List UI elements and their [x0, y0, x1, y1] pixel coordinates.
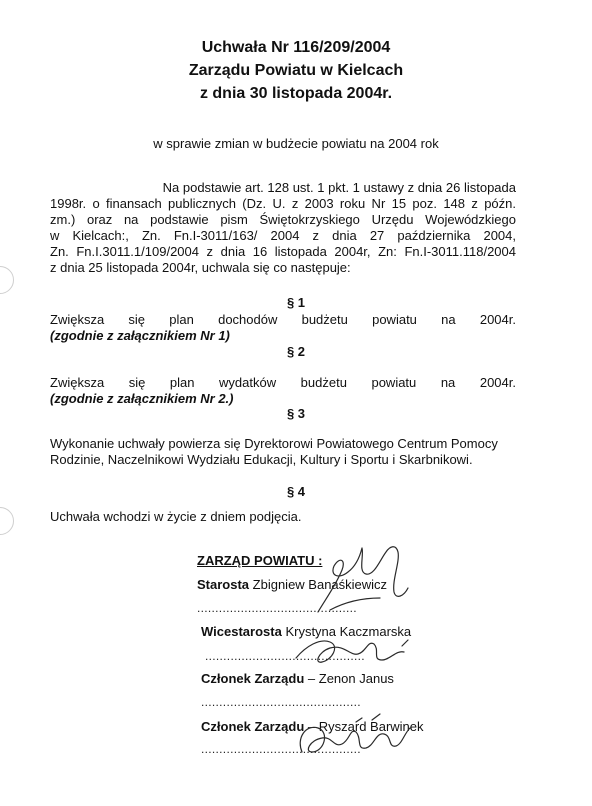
resolution-number: Uchwała Nr 116/209/2004 — [201, 39, 391, 56]
resolution-date: z dnia 30 listopada 2004r. — [199, 85, 393, 102]
preamble-line: Na podstawie art. 128 ust. 1 pkt. 1 ustawy z dnia 26 listopada — [162, 180, 516, 195]
signature-line: ............................................ — [201, 695, 361, 709]
section-text: Zwiększa się plan wydatków budżetu powiatu na 2004r. — [50, 375, 516, 390]
section-text: Zwiększa się plan dochodów budżetu powiatu na 2004r. — [50, 312, 516, 327]
preamble-line: 1998r. o finansach publicznych (Dz. U. z 2003 roku Nr 15 poz. 148 z późn. — [50, 196, 516, 211]
signature-line: ............................................ — [197, 601, 357, 615]
signatory-name: – Ryszard Barwinek — [307, 719, 424, 734]
signatory-name: – Zenon Janus — [307, 671, 394, 686]
punch-hole — [0, 266, 14, 294]
signatory-role: Starosta — [197, 577, 250, 592]
board-heading: ZARZĄD POWIATU : — [197, 553, 323, 568]
signature-line: ............................................ — [205, 649, 365, 663]
section-text: Rodzinie, Naczelnikowi Wydziału Edukacji, Kultury i Sportu i Skarbnikowi. — [50, 452, 473, 467]
section-text: Wykonanie uchwały powierza się Dyrektorowi Powiatowego Centrum Pomocy — [50, 436, 498, 451]
resolution-subject: w sprawie zmian w budżecie powiatu na 2004 rok — [153, 136, 439, 151]
preamble-line: zm.) oraz na podstawie pism Świętokrzyskiego Urzędu Wojewódzkiego — [50, 212, 516, 227]
signatory-role: Wicestarosta — [201, 624, 282, 639]
signatory-role: Członek Zarządu — [201, 719, 305, 734]
preamble-line: z dnia 25 listopada 2004r, uchwala się co następuje: — [50, 260, 351, 275]
section-mark: § 3 — [286, 406, 306, 421]
signatory-role: Członek Zarządu — [201, 671, 305, 686]
preamble-line: w Kielcach:, Zn. Fn.I-3011/163/ 2004 z dnia 27 października 2004, — [50, 228, 516, 243]
section-note: (zgodnie z załącznikiem Nr 1) — [50, 328, 230, 343]
issuing-body: Zarządu Powiatu w Kielcach — [188, 62, 404, 79]
signatory-starosta — [197, 577, 387, 592]
signatory-member-1 — [201, 671, 394, 686]
section-mark: § 2 — [286, 344, 306, 359]
section-mark: § 1 — [286, 295, 306, 310]
signatory-name: Krystyna Kaczmarska — [285, 624, 412, 639]
signatory-member-2 — [201, 719, 424, 734]
signatory-wicestarosta — [201, 624, 411, 639]
preamble-line: Zn. Fn.I.3011.1/109/2004 z dnia 16 listopada 2004r, Zn: Fn.I-3011.118/2004 — [50, 244, 516, 259]
section-note: (zgodnie z załącznikiem Nr 2.) — [50, 391, 234, 406]
preamble — [50, 180, 516, 276]
section-text: Uchwała wchodzi w życie z dniem podjęcia. — [50, 509, 302, 524]
signature-line: ............................................ — [201, 742, 361, 756]
punch-hole — [0, 507, 14, 535]
signatory-name: Zbigniew Banaśkiewicz — [252, 577, 388, 592]
section-mark: § 4 — [286, 484, 306, 499]
